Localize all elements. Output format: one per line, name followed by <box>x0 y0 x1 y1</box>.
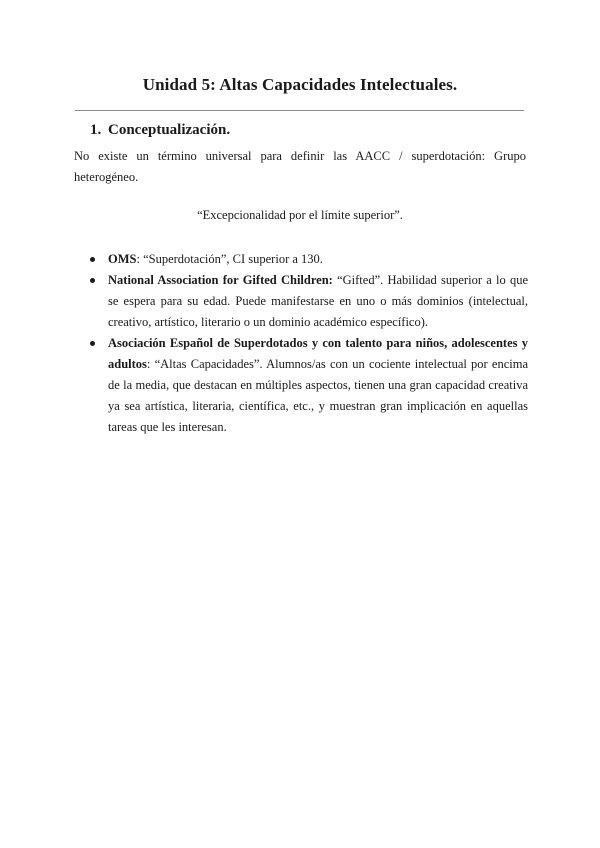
document-title: Unidad 5: Altas Capacidades Intelectuales. <box>142 75 458 94</box>
definitions-list <box>88 249 528 438</box>
bullet-term: Asociación Español de Superdotados y con talento para niños, adolescentes y adultos <box>108 336 528 371</box>
bullet-separator: : <box>146 357 155 371</box>
bullet-term: OMS <box>108 252 137 266</box>
list-item <box>88 249 528 270</box>
bullet-icon <box>90 257 95 262</box>
section-heading-text: Conceptualización. <box>108 122 231 138</box>
bullet-term: National Association for Gifted Children: <box>108 273 333 287</box>
bullet-icon <box>90 341 95 346</box>
list-item <box>88 333 528 438</box>
title-divider <box>75 110 524 111</box>
section-number: 1. <box>90 122 102 138</box>
list-item <box>88 270 528 333</box>
bullet-icon <box>90 278 95 283</box>
intro-paragraph: No existe un término universal para definir las AACC / superdotación: Grupo heterogéneo. <box>74 149 526 184</box>
quote-line: “Excepcionalidad por el límite superior”. <box>197 208 403 222</box>
bullet-separator: : <box>136 252 144 266</box>
bullet-text: “Altas Capacidades”. Alumnos/as con un cociente intelectual por encima de la media, que destacan en múltiples aspectos, tienen una gran capacidad creativa ya sea artística, literaria, científica, etc., y muestran gran implicación en aquellas tareas que les interesan. <box>108 357 528 434</box>
bullet-text: “Gifted”. Habilidad superior a lo que se espera para su edad. Puede manifestarse en uno o más dominios (intelectual, creativo, artístico, literario o un dominio académico específico). <box>108 273 529 329</box>
section-heading <box>90 122 230 139</box>
bullet-text: “Superdotación”, CI superior a 130. <box>143 252 323 266</box>
